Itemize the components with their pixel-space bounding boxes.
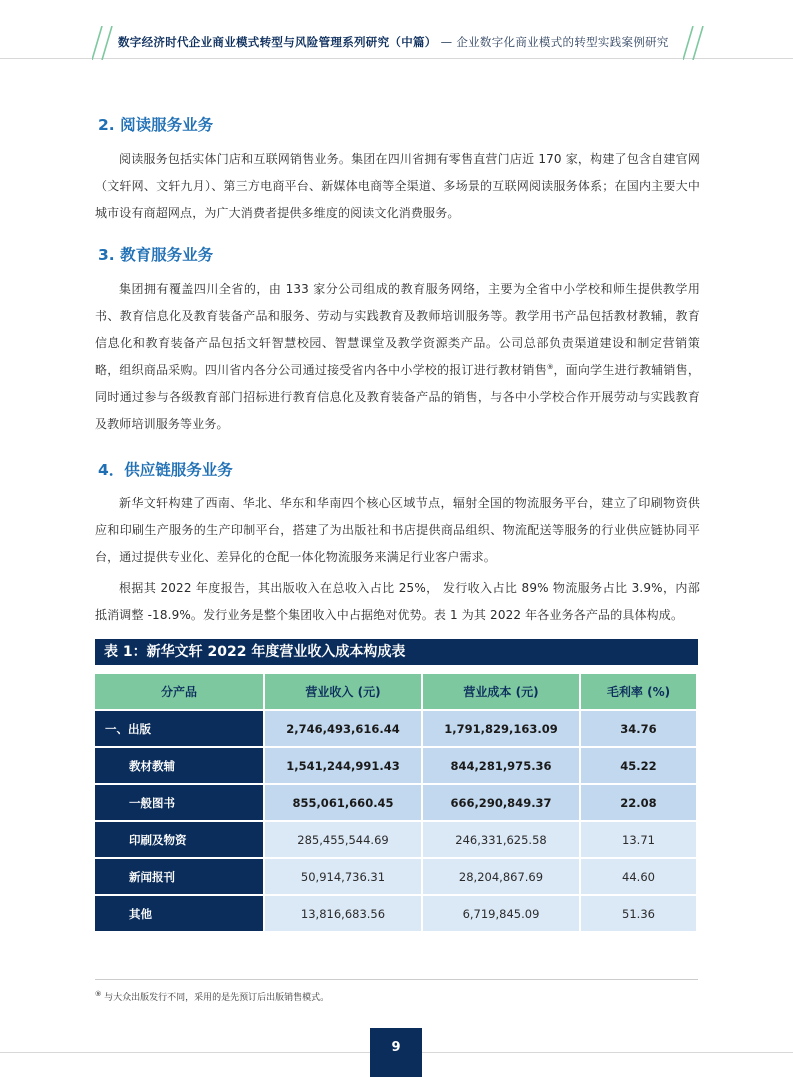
table-title: 表 1：新华文轩 2022 年度营业收入成本构成表	[95, 639, 698, 665]
column-header-cost: 营业成本 (元)	[423, 674, 581, 711]
table-row	[95, 859, 698, 896]
table-row	[95, 785, 698, 822]
header-title-main: 数字经济时代企业商业模式转型与风险管理系列研究（中篇）	[118, 35, 437, 49]
header-title-sub: 企业数字化商业模式的转型实践案例研究	[456, 35, 669, 49]
cell-product: 教材教辅	[95, 748, 265, 785]
cell-product: 新闻报刊	[95, 859, 265, 896]
cell-margin: 13.71	[581, 822, 698, 859]
cell-margin: 34.76	[581, 711, 698, 748]
cell-revenue: 1,541,244,991.43	[265, 748, 423, 785]
footnote-text: 与大众出版发行不同，采用的是先预订后出版销售模式。	[101, 993, 330, 1003]
cell-product: 印刷及物资	[95, 822, 265, 859]
cell-margin: 44.60	[581, 859, 698, 896]
paragraph-reading: 阅读服务包括实体门店和互联网销售业务。集团在四川省拥有零售直营门店近 170 家，构建了包含自建官网（文轩网、文轩九月）、第三方电商平台、新媒体电商等全渠道、多场景的互联网阅读服务体系；在国内主要大中城市设有商超网点，为广大消费者提供多维度的阅读文化消费服务。	[95, 152, 700, 220]
cell-cost: 246,331,625.58	[423, 822, 581, 859]
cell-product: 一般图书	[95, 785, 265, 822]
paragraph-education-part2: ，面向学生进行教辅销售，同时通过参与各级教育部门招标进行教育信息化及教育装备产品的销售，与各中小学校合作开展劳动与实践教育及教师培训服务等业务。	[95, 363, 700, 431]
footnote	[95, 990, 329, 1003]
page-number: 9	[370, 1028, 422, 1077]
footnote-divider	[95, 979, 698, 980]
header-title	[118, 34, 669, 50]
table-row	[95, 711, 698, 748]
cell-product: 其他	[95, 896, 265, 933]
column-header-product: 分产品	[95, 674, 265, 711]
slash-decoration-icon	[92, 26, 114, 60]
cell-cost: 6,719,845.09	[423, 896, 581, 933]
paragraph-education	[95, 276, 700, 438]
paragraph-report-summary: 根据其 2022 年度报告，其出版收入在总收入占比 25%， 发行收入占比 89% 物流服务占比 3.9%，内部抵消调整 -18.9%。发行业务是整个集团收入中占据绝对优势。表 1 为其 2022 年各业务各产品的具体构成。	[95, 581, 700, 622]
cell-margin: 45.22	[581, 748, 698, 785]
footnote-ref-marker[interactable]: ⑨	[546, 363, 554, 371]
cell-cost: 666,290,849.37	[423, 785, 581, 822]
table-row	[95, 748, 698, 785]
cell-cost: 28,204,867.69	[423, 859, 581, 896]
section-heading-supply-chain: 4．供应链服务业务	[98, 461, 233, 479]
revenue-cost-table	[95, 674, 698, 933]
footnote-marker: ⑨	[95, 990, 102, 998]
table-header-row	[95, 674, 698, 711]
cell-revenue: 50,914,736.31	[265, 859, 423, 896]
table-row	[95, 896, 698, 933]
column-header-revenue: 营业收入 (元)	[265, 674, 423, 711]
paragraph-supply-chain: 新华文轩构建了西南、华北、华东和华南四个核心区域节点，辐射全国的物流服务平台，建立了印刷物资供应和印刷生产服务的生产印制平台，搭建了为出版社和书店提供商品组织、物流配送等服务的行业供应链协同平台，通过提供专业化、差异化的仓配一体化物流服务来满足行业客户需求。	[95, 496, 700, 564]
cell-revenue: 2,746,493,616.44	[265, 711, 423, 748]
cell-revenue: 285,455,544.69	[265, 822, 423, 859]
column-header-margin: 毛利率 (%)	[581, 674, 698, 711]
cell-revenue: 13,816,683.56	[265, 896, 423, 933]
section-heading-reading: 2. 阅读服务业务	[98, 116, 214, 134]
cell-revenue: 855,061,660.45	[265, 785, 423, 822]
page-header	[0, 0, 793, 59]
cell-margin: 22.08	[581, 785, 698, 822]
header-title-separator: —	[436, 35, 457, 49]
cell-margin: 51.36	[581, 896, 698, 933]
table-row	[95, 822, 698, 859]
section-heading-education: 3. 教育服务业务	[98, 246, 214, 264]
cell-cost: 844,281,975.36	[423, 748, 581, 785]
slash-decoration-icon	[683, 26, 705, 60]
cell-cost: 1,791,829,163.09	[423, 711, 581, 748]
cell-product: 一、出版	[95, 711, 265, 748]
paragraph-education-part1: 集团拥有覆盖四川全省的，由 133 家分公司组成的教育服务网络，主要为全省中小学校和师生提供教学用书、教育信息化及教育装备产品和服务、劳动与实践教育及教师培训服务等。教学用书产品包括教材教辅，教育信息化和教育装备产品包括文轩智慧校园、智慧课堂及教学资源类产品。公司总部负责渠道建设和制定营销策略，组织商品采购。四川省内各分公司通过接受省内各中小学校的报订进行教材销售	[95, 282, 700, 377]
